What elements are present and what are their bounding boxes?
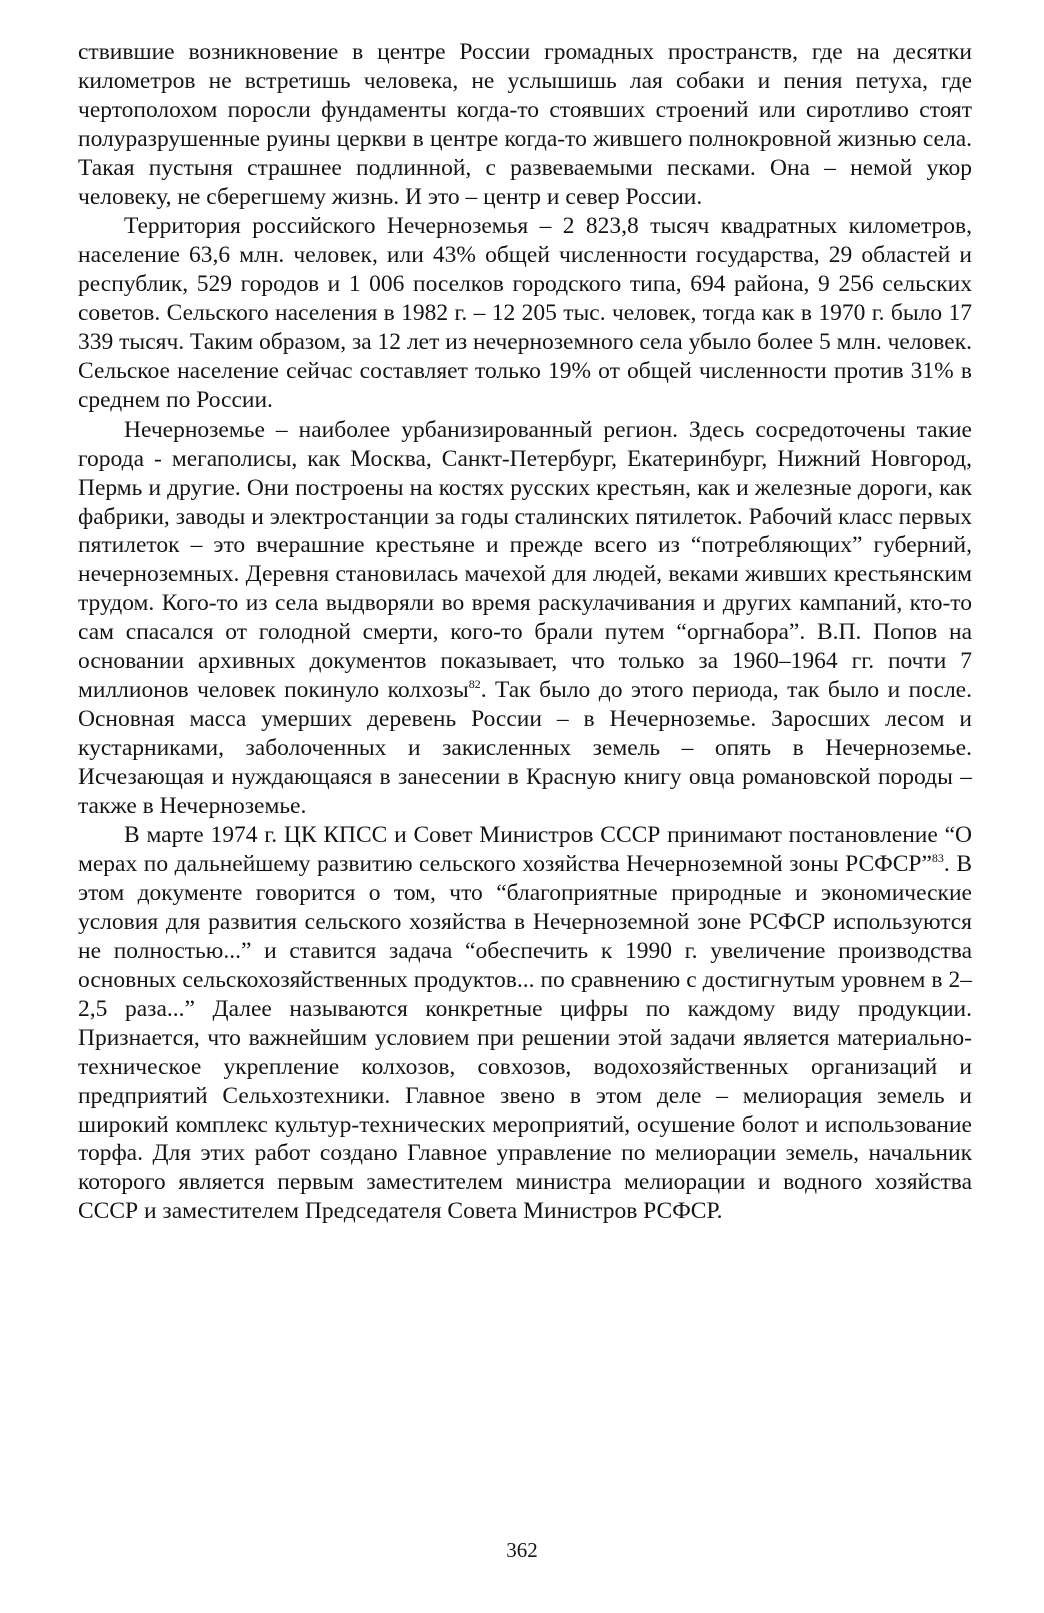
footnote-mark-83: 83: [931, 851, 944, 866]
paragraph-territory: Территория российского Нечерноземья – 2 823,8 тысяч квадратных километров, население 63,6 млн. человек, или 43% общей численности государства, 29 областей и республик, 529 городов и 1 006 поселков городского типа, 694 района, 9 256 сельских советов. Сельского населения в 1982 г. – 12 205 тыс. человек, тогда как в 1970 г. было 17 339 тысяч. Таким образом, за 12 лет из нечерноземного села убыло более 5 млн. человек. Сельское население сейчас составляет только 19% от общей численности против 31% в среднем по России.: [78, 213, 972, 413]
paragraph-resolution-text-end: . В этом документе говорится о том, что “благоприятные природные и экономические условия для развития сельского хозяйства в Нечерноземной зоне РСФСР используются не полностью...” и ставится задача “обеспечить к 1990 г. увеличение производства основных сельскохозяйственных продуктов... по сравнению с достигнутым уровнем в 2–2,5 раза...” Далее называются конкретные цифры по каждому виду продукции. Признается, что важнейшим условием при решении этой задачи является материально-техническое укрепление колхозов, совхозов, водохозяйственных организаций и предприятий Сельхозтехники. Главное звено в этом деле – мелиорация земель и широкий комплекс культур-технических мероприятий, осушение болот и использование торфа. Для этих работ создано Главное управление по мелиорации земель, начальник которого является первым заместителем министра мелиорации и водного хозяйства СССР и заместителем Председателя Совета Министров РСФСР.: [78, 851, 972, 1225]
paragraph-resolution-text: В марте 1974 г. ЦК КПСС и Совет Министров СССР принимают постановление “О мерах по дальнейшему развитию сельского хозяйства Нечерноземной зоны РСФСР”: [78, 822, 972, 878]
paragraph-urbanization-text: Нечерноземье – наиболее урбанизированный регион. Здесь сосредоточены такие города - мегаполисы, как Москва, Санкт-Петербург, Екатеринбург, Нижний Новгород, Пермь и другие. Они построены на костях русских крестьян, как и железные дороги, как фабрики, заводы и электростанции за годы сталинских пятилеток. Рабочий класс первых пятилеток – это вчерашние крестьяне и прежде всего из “потребляющих” губерний, нечерноземных. Деревня становилась мачехой для людей, веками живших крестьянским трудом. Кого-то из села выдворяли во время раскулачивания и других кампаний, кто-то сам спасался от голодной смерти, кого-то брали путем “оргнабора”. В.П. Попов на основании архивных документов показывает, что только за 1960–1964 гг. почти 7 миллионов человек покинуло колхозы: [78, 416, 972, 703]
paragraph-urbanization: [78, 416, 972, 821]
page-text: [78, 38, 972, 1578]
paragraph-resolution-1974: [78, 821, 972, 1226]
page-number: 362: [506, 1538, 538, 1562]
paragraph-urbanization-text-end: . Так было до этого периода, так было и после. Основная масса умерших деревень России – в Нечерноземье. Заросших лесом и кустарниками, заболоченных и закисленных земель – опять в Нечерноземье. Исчезающая и нуждающаяся в занесении в Красную книгу овца романовской породы – также в Нечерноземье.: [78, 676, 972, 819]
footnote-mark-82: 82: [468, 676, 481, 691]
paragraph-continuation: ствившие возникновение в центре России громадных пространств, где на десятки километров не встретишь человека, не услышишь лая собаки и пения петуха, где чертополохом поросли фундаменты когда-то стоявших строений или сиротливо стоят полуразрушенные руины церкви в центре когда-то жившего полнокровной жизнью села. Такая пустыня страшнее подлинной, с развеваемыми песками. Она – немой укор человеку, не сберегшему жизнь. И это – центр и север России.: [78, 39, 972, 210]
